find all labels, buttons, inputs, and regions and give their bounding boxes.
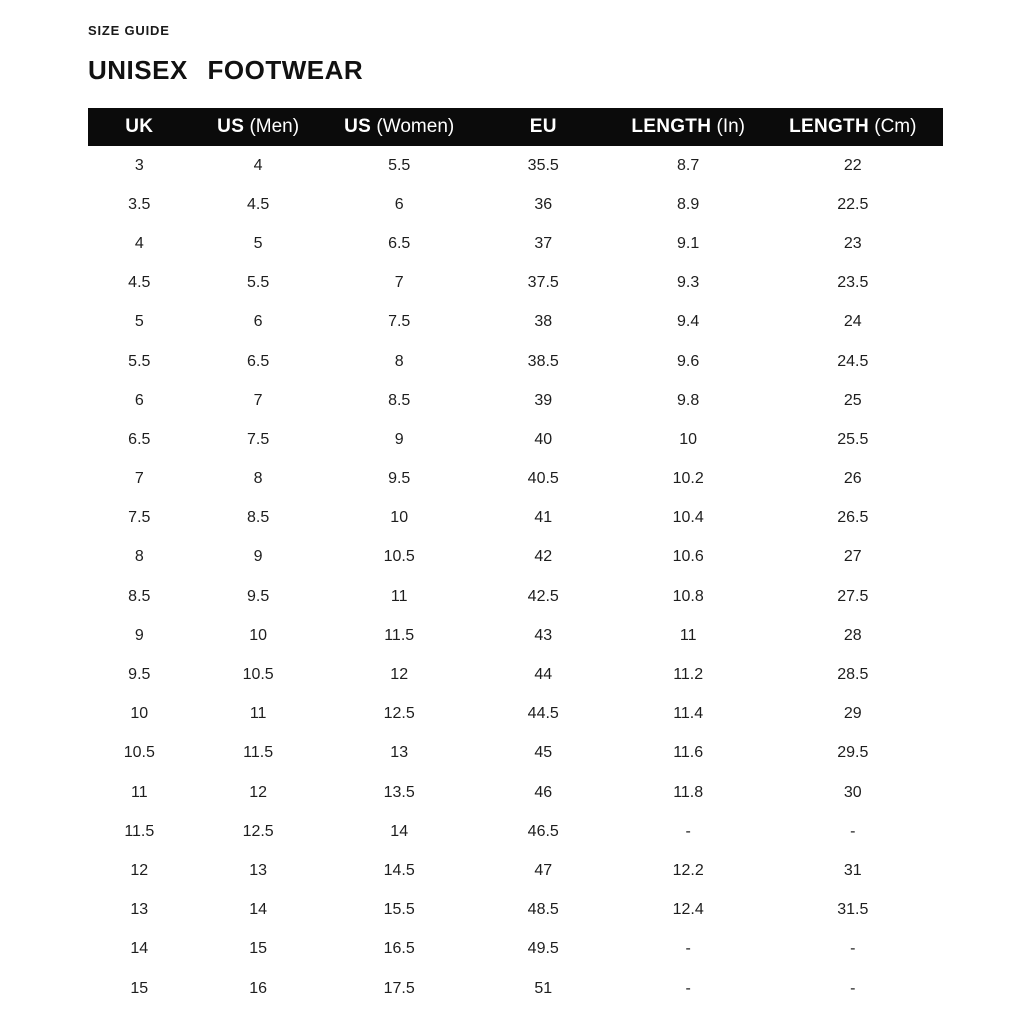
table-row (88, 695, 943, 734)
table-row (88, 264, 943, 303)
table-cell: 43 (534, 626, 553, 644)
table-cell: 23 (843, 234, 862, 252)
table-cell: 11.5 (384, 626, 415, 644)
table-cell: 13.5 (383, 783, 415, 801)
table-cell: - (685, 940, 691, 958)
table-row (88, 891, 943, 930)
table-cell: 4.5 (128, 274, 151, 292)
column-header-length-in: LENGTH (In) (631, 116, 745, 137)
table-cell: 8.7 (677, 156, 700, 174)
table-cell: 12.5 (383, 705, 415, 723)
table-cell: 8.9 (677, 195, 700, 213)
table-cell: - (685, 979, 691, 997)
table-cell: 8 (394, 352, 404, 370)
table-cell: 4 (253, 156, 263, 174)
table-cell: 51 (534, 979, 553, 997)
column-header-uk (88, 108, 191, 146)
column-header-us-men: US (Men) (217, 116, 300, 137)
table-cell: 9.8 (677, 391, 700, 409)
table-cell: 10 (679, 430, 698, 448)
table-cell: 11.6 (673, 744, 704, 762)
table-cell: 42 (534, 548, 553, 566)
table-cell: 6.5 (128, 430, 151, 448)
table-cell: 8.5 (388, 391, 411, 409)
table-cell: 9.3 (677, 274, 700, 292)
table-cell: 11 (679, 626, 697, 644)
column-header-length-cm: LENGTH (Cm) (789, 116, 917, 137)
table-cell: 14.5 (383, 861, 415, 879)
table-cell: 12.5 (242, 822, 274, 840)
table-cell: 9 (134, 626, 144, 644)
table-cell: 9.5 (388, 470, 411, 488)
table-cell: 12.4 (672, 901, 704, 919)
table-cell: 8 (134, 548, 144, 566)
table-row (88, 773, 943, 812)
table-cell: 10.5 (123, 744, 155, 762)
table-cell: 6.5 (388, 234, 411, 252)
table-cell: 4 (134, 234, 144, 252)
table-row (88, 303, 943, 342)
table-cell: 11.5 (124, 822, 155, 840)
table-cell: 24.5 (837, 352, 869, 370)
table-cell: 45 (534, 744, 553, 762)
column-header-eu (473, 108, 614, 146)
table-cell: 37 (534, 234, 553, 252)
table-cell: 6 (134, 391, 144, 409)
table-header-row (88, 108, 943, 146)
table-row (88, 930, 943, 969)
table-cell: 10.6 (672, 548, 704, 566)
table-cell: 9.4 (677, 313, 700, 331)
table-cell: 10 (130, 705, 149, 723)
table-cell: 9.5 (128, 666, 151, 684)
page-title: UNISEX FOOTWEAR (88, 55, 364, 85)
table-cell: 44 (534, 666, 553, 684)
table-cell: 22.5 (837, 195, 869, 213)
table-cell: 7.5 (247, 430, 270, 448)
column-header-label: UK (125, 116, 154, 137)
table-cell: 15 (130, 979, 149, 997)
column-header-label: US (217, 116, 245, 137)
table-cell: 38 (534, 313, 553, 331)
table-cell: 13 (130, 901, 149, 919)
table-row (88, 655, 943, 694)
table-cell: 7 (394, 274, 404, 292)
table-cell: 4.5 (247, 195, 270, 213)
size-conversion-table (88, 108, 943, 1008)
table-cell: 9.1 (677, 234, 700, 252)
table-cell: 8 (253, 470, 263, 488)
table-cell: 7.5 (128, 509, 151, 527)
table-cell: 9 (394, 430, 404, 448)
table-cell: 12 (249, 783, 268, 801)
table-cell: 46.5 (527, 822, 559, 840)
table-cell: 31 (843, 861, 862, 879)
table-cell: 24 (843, 313, 862, 331)
table-cell: 30 (843, 783, 862, 801)
table-cell: 3 (134, 156, 144, 174)
page-eyebrow: SIZE GUIDE (88, 23, 170, 38)
table-cell: 37.5 (527, 274, 559, 292)
table-cell: 9.6 (677, 352, 700, 370)
table-row (88, 734, 943, 773)
table-row (88, 381, 943, 420)
table-cell: 10.8 (672, 587, 704, 605)
table-cell: 10 (249, 626, 268, 644)
table-cell: 6.5 (247, 352, 270, 370)
table-cell: 41 (534, 509, 553, 527)
table-row (88, 577, 943, 616)
table-cell: 23.5 (837, 274, 869, 292)
table-cell: 8.5 (247, 509, 270, 527)
table-cell: 11.5 (243, 744, 274, 762)
table-cell: - (850, 979, 856, 997)
table-cell: 5 (134, 313, 144, 331)
table-cell: 5.5 (128, 352, 151, 370)
table-cell: 12 (130, 861, 149, 879)
column-header-label: LENGTH (631, 116, 712, 137)
table-row (88, 969, 943, 1008)
table-cell: 39 (534, 391, 553, 409)
table-cell: 48.5 (527, 901, 559, 919)
table-cell: 5.5 (247, 274, 270, 292)
table-cell: 47 (534, 861, 553, 879)
table-cell: 7.5 (388, 313, 411, 331)
table-cell: 10 (390, 509, 409, 527)
table-cell: 28.5 (837, 666, 869, 684)
table-cell: 46 (534, 783, 553, 801)
table-cell: 9.5 (247, 587, 270, 605)
table-cell: 27.5 (837, 587, 869, 605)
table-cell: 44.5 (527, 705, 559, 723)
table-row (88, 499, 943, 538)
table-row (88, 224, 943, 263)
table-cell: 11.4 (673, 705, 704, 723)
table-row (88, 420, 943, 459)
table-cell: 8.5 (128, 587, 151, 605)
table-cell: 12.2 (672, 861, 704, 879)
table-cell: 26 (843, 470, 862, 488)
table-row (88, 460, 943, 499)
table-cell: 14 (130, 940, 149, 958)
table-cell: 10.4 (672, 509, 704, 527)
table-cell: 49.5 (527, 940, 559, 958)
table-cell: - (685, 822, 691, 840)
table-cell: 5.5 (388, 156, 411, 174)
table-cell: 27 (843, 548, 862, 566)
table-cell: 6 (253, 313, 263, 331)
table-cell: 11 (130, 783, 148, 801)
table-row (88, 342, 943, 381)
table-cell: - (850, 940, 856, 958)
table-cell: 14 (390, 822, 409, 840)
table-cell: 11 (249, 705, 267, 723)
table-cell: 16 (249, 979, 268, 997)
table-cell: 15.5 (383, 901, 415, 919)
table-row (88, 185, 943, 224)
table-cell: 28 (843, 626, 862, 644)
table-cell: 22 (843, 156, 862, 174)
column-header-us-women: US (Women) (344, 116, 455, 137)
column-header-label: EU (529, 116, 557, 137)
table-cell: 10.5 (383, 548, 415, 566)
table-cell: 11 (390, 587, 408, 605)
table-cell: 12 (390, 666, 409, 684)
table-cell: 15 (249, 940, 268, 958)
table-cell: 6 (394, 195, 404, 213)
table-cell: 7 (253, 391, 263, 409)
table-cell: 31.5 (837, 901, 869, 919)
table-cell: 36 (534, 195, 553, 213)
table-cell: 13 (390, 744, 409, 762)
table-row (88, 538, 943, 577)
table-row (88, 851, 943, 890)
table-cell: 17.5 (383, 979, 415, 997)
column-header-label: LENGTH (789, 116, 869, 137)
table-cell: 5 (253, 234, 263, 252)
table-cell: 42.5 (527, 587, 559, 605)
table-cell: 35.5 (527, 156, 559, 174)
table-row (88, 146, 943, 185)
table-row (88, 812, 943, 851)
table-cell: 9 (253, 548, 263, 566)
table-cell: - (850, 822, 856, 840)
table-cell: 10.2 (672, 470, 704, 488)
table-cell: 40 (534, 430, 553, 448)
column-header-label: US (344, 116, 372, 137)
table-cell: 25.5 (837, 430, 869, 448)
table-cell: 14 (249, 901, 268, 919)
table-cell: 29 (843, 705, 862, 723)
table-cell: 26.5 (837, 509, 869, 527)
table-cell: 3.5 (128, 195, 151, 213)
table-row (88, 616, 943, 655)
table-cell: 11.2 (673, 666, 704, 684)
table-cell: 40.5 (527, 470, 559, 488)
table-cell: 11.8 (673, 783, 704, 801)
table-cell: 10.5 (242, 666, 274, 684)
table-cell: 13 (249, 861, 268, 879)
table-cell: 7 (134, 470, 144, 488)
table-cell: 25 (843, 391, 862, 409)
table-cell: 16.5 (383, 940, 415, 958)
table-cell: 29.5 (837, 744, 869, 762)
table-cell: 38.5 (527, 352, 559, 370)
